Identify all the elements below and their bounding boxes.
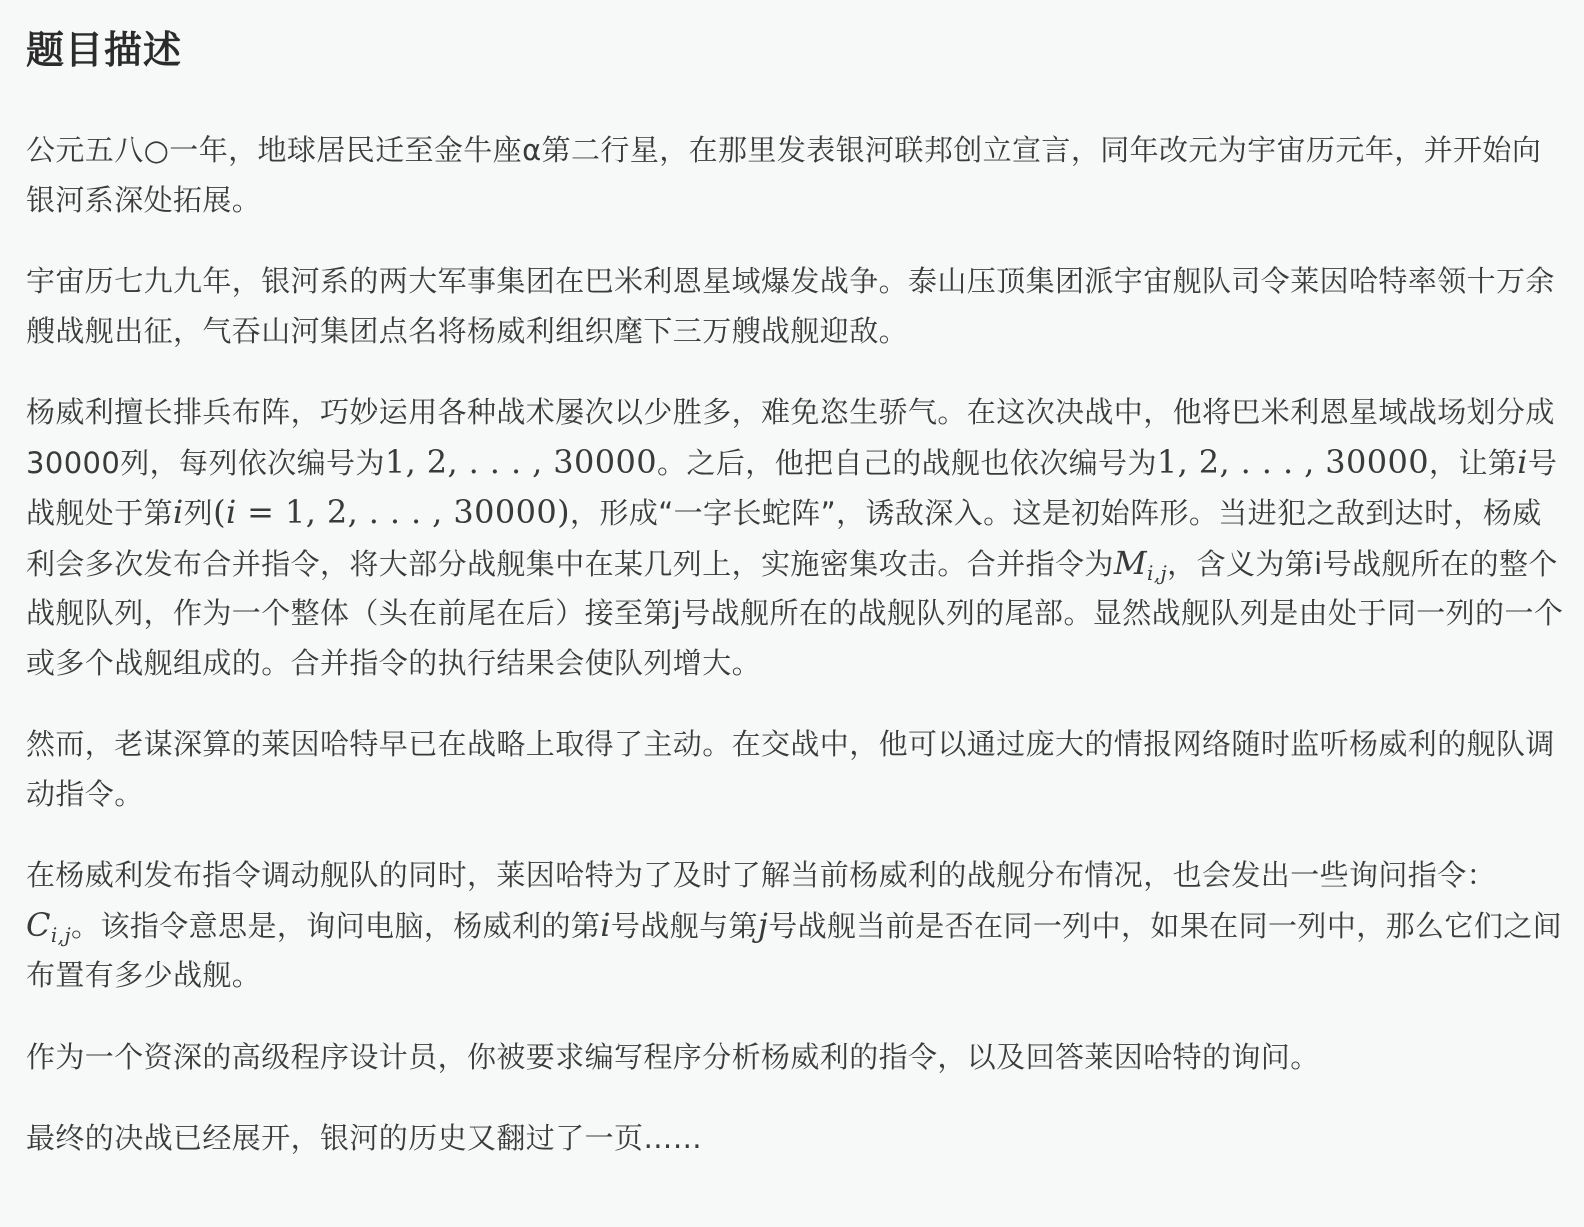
math-variable: [173, 493, 184, 531]
text-run: 号战舰当前是否在同一列中，如果在同一列中，那么它们之间布置有多少战舰。: [26, 908, 1563, 992]
paragraph-7: 最终的决战已经展开，银河的历史又翻过了一页……: [26, 1121, 703, 1155]
command-subscript: i,j: [1146, 560, 1168, 585]
paragraph-3: [26, 388, 1570, 688]
text-run: 号战舰处于第: [26, 445, 1558, 530]
math-range: 1, 2, . . . , 30000: [384, 442, 658, 481]
paragraph-1: 公元五八○一年，地球居民迁至金牛座α第二行星，在那里发表银河联邦创立宣言，同年改元为宇宙历元年，并开始向银河系深处拓展。: [26, 133, 1542, 217]
variable-i: i: [173, 493, 184, 531]
math-variable: [1517, 443, 1528, 481]
paragraph-5: [26, 851, 1570, 1001]
paragraph-4: 然而，老谋深算的莱因哈特早已在战略上取得了主动。在交战中，他可以通过庞大的情报网络随时监听杨威利的舰队调动指令。: [26, 727, 1555, 811]
variable-i: i: [225, 493, 237, 531]
text-run: 。之后，他把自己的战舰也依次编号为: [657, 445, 1157, 480]
variable-i: i: [1517, 442, 1528, 481]
text-run: ，让第: [1429, 445, 1518, 480]
command-C: C: [26, 905, 51, 944]
math-query-command: [26, 905, 72, 947]
math-range-condition: (i = 1, 2, . . . , 30000): [213, 493, 571, 531]
text-run: 在杨威利发布指令调动舰队的同时，莱因哈特为了及时了解当前杨威利的战舰分布情况，也会发出一些询问指令：: [26, 858, 1497, 892]
command-subscript: i,j: [50, 922, 72, 947]
math-merge-command: [1113, 543, 1168, 585]
text-run: 列: [183, 496, 214, 530]
math-variable: [600, 906, 611, 944]
text-run: ，形成“一字长蛇阵”，诱敌深入。这是初始阵形。当进犯之敌到达时，杨威利会多次发布合并指令，将大部分战舰集中在某几列上，实施密集攻击。合并指令为: [26, 496, 1542, 581]
text-run: ，含义为第i号战舰所在的整个战舰队列，作为一个整体（头在前尾在后）接至第j号战舰所在的战舰队列的尾部。显然战舰队列是由处于同一列的一个或多个战舰组成的。合并指令的执行结果会使队列增大。: [26, 546, 1564, 680]
text-run: 杨威利擅长排兵布阵，巧妙运用各种战术屡次以少胜多，难免恣生骄气。在这次决战中，他将巴米利恩星域战场划分成30000列，每列依次编号为: [26, 395, 1555, 480]
variable-i: i: [600, 905, 611, 944]
paragraph-6: 作为一个资深的高级程序设计员，你被要求编写程序分析杨威利的指令，以及回答莱因哈特的询问。: [26, 1039, 1320, 1074]
variable-j: j: [757, 905, 769, 944]
text-run: 号战舰与第: [610, 908, 758, 943]
paragraph-2: 宇宙历七九九年，银河系的两大军事集团在巴米利恩星域爆发战争。泰山压顶集团派宇宙舰队司令莱因哈特率领十万余艘战舰出征，气吞山河集团点名将杨威利组织麾下三万艘战舰迎敌。: [26, 264, 1555, 348]
math-variable: [758, 906, 768, 944]
text-run: 。该指令意思是，询问电脑，杨威利的第: [71, 908, 601, 943]
section-heading: 题目描述: [26, 28, 183, 72]
command-M: M: [1113, 543, 1147, 582]
math-range: 1, 2, . . . , 30000: [1156, 442, 1430, 481]
